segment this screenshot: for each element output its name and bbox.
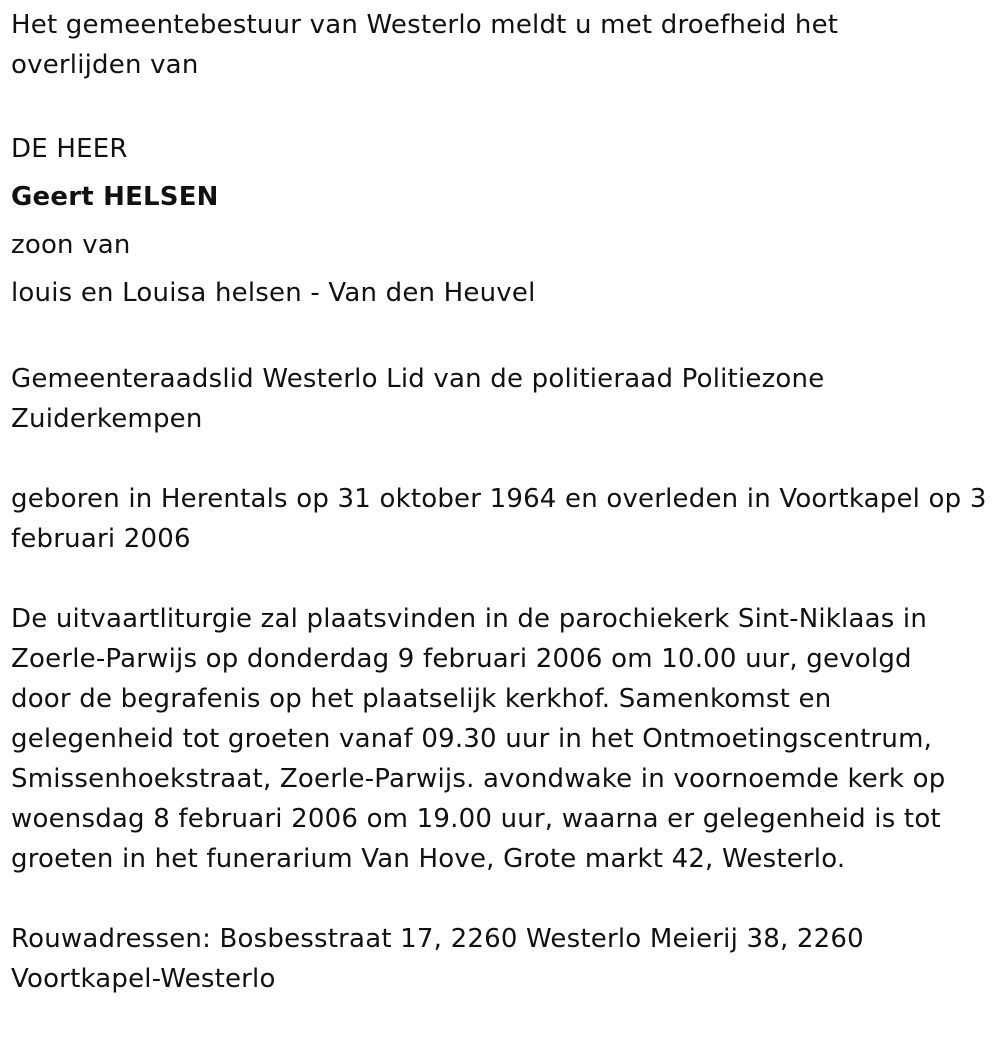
parents-names: louis en Louisa helsen - Van den Heuvel	[11, 278, 536, 308]
death-announcement	[11, 5, 996, 1039]
intro-line: overlijden van	[11, 50, 199, 80]
funeral-line: De uitvaartliturgie zal plaatsvinden in de parochiekerk Sint-Niklaas in	[11, 604, 928, 634]
deceased-block	[11, 125, 996, 317]
address-paragraph	[11, 919, 996, 999]
birth-death-line: februari 2006	[11, 524, 191, 554]
funeral-paragraph	[11, 599, 996, 879]
function-paragraph	[11, 359, 996, 439]
address-line: Voortkapel-Westerlo	[11, 964, 276, 994]
funeral-line: Zoerle-Parwijs op donderdag 9 februari 2006 om 10.00 uur, gevolgd	[11, 644, 912, 674]
function-line: Zuiderkempen	[11, 404, 203, 434]
funeral-line: door de begrafenis op het plaatselijk kerkhof. Samenkomst en	[11, 684, 832, 714]
funeral-line: gelegenheid tot groeten vanaf 09.30 uur in het Ontmoetingscentrum,	[11, 724, 933, 754]
funeral-line: woensdag 8 februari 2006 om 19.00 uur, waarna er gelegenheid is tot	[11, 804, 941, 834]
relation-label: zoon van	[11, 230, 131, 260]
funeral-line: Smissenhoekstraat, Zoerle-Parwijs. avondwake in voornoemde kerk op	[11, 764, 946, 794]
birth-death-paragraph	[11, 479, 996, 559]
birth-death-line: geboren in Herentals op 31 oktober 1964 en overleden in Voortkapel op 3	[11, 484, 987, 514]
address-line: Rouwadressen: Bosbesstraat 17, 2260 Westerlo Meierij 38, 2260	[11, 924, 864, 954]
deceased-name: Geert HELSEN	[11, 182, 219, 212]
intro-line: Het gemeentebestuur van Westerlo meldt u met droefheid het	[11, 10, 839, 40]
funeral-line: groeten in het funerarium Van Hove, Grote markt 42, Westerlo.	[11, 844, 846, 874]
title-label: DE HEER	[11, 134, 128, 164]
intro-paragraph	[11, 5, 996, 85]
function-line: Gemeenteraadslid Westerlo Lid van de politieraad Politiezone	[11, 364, 825, 394]
